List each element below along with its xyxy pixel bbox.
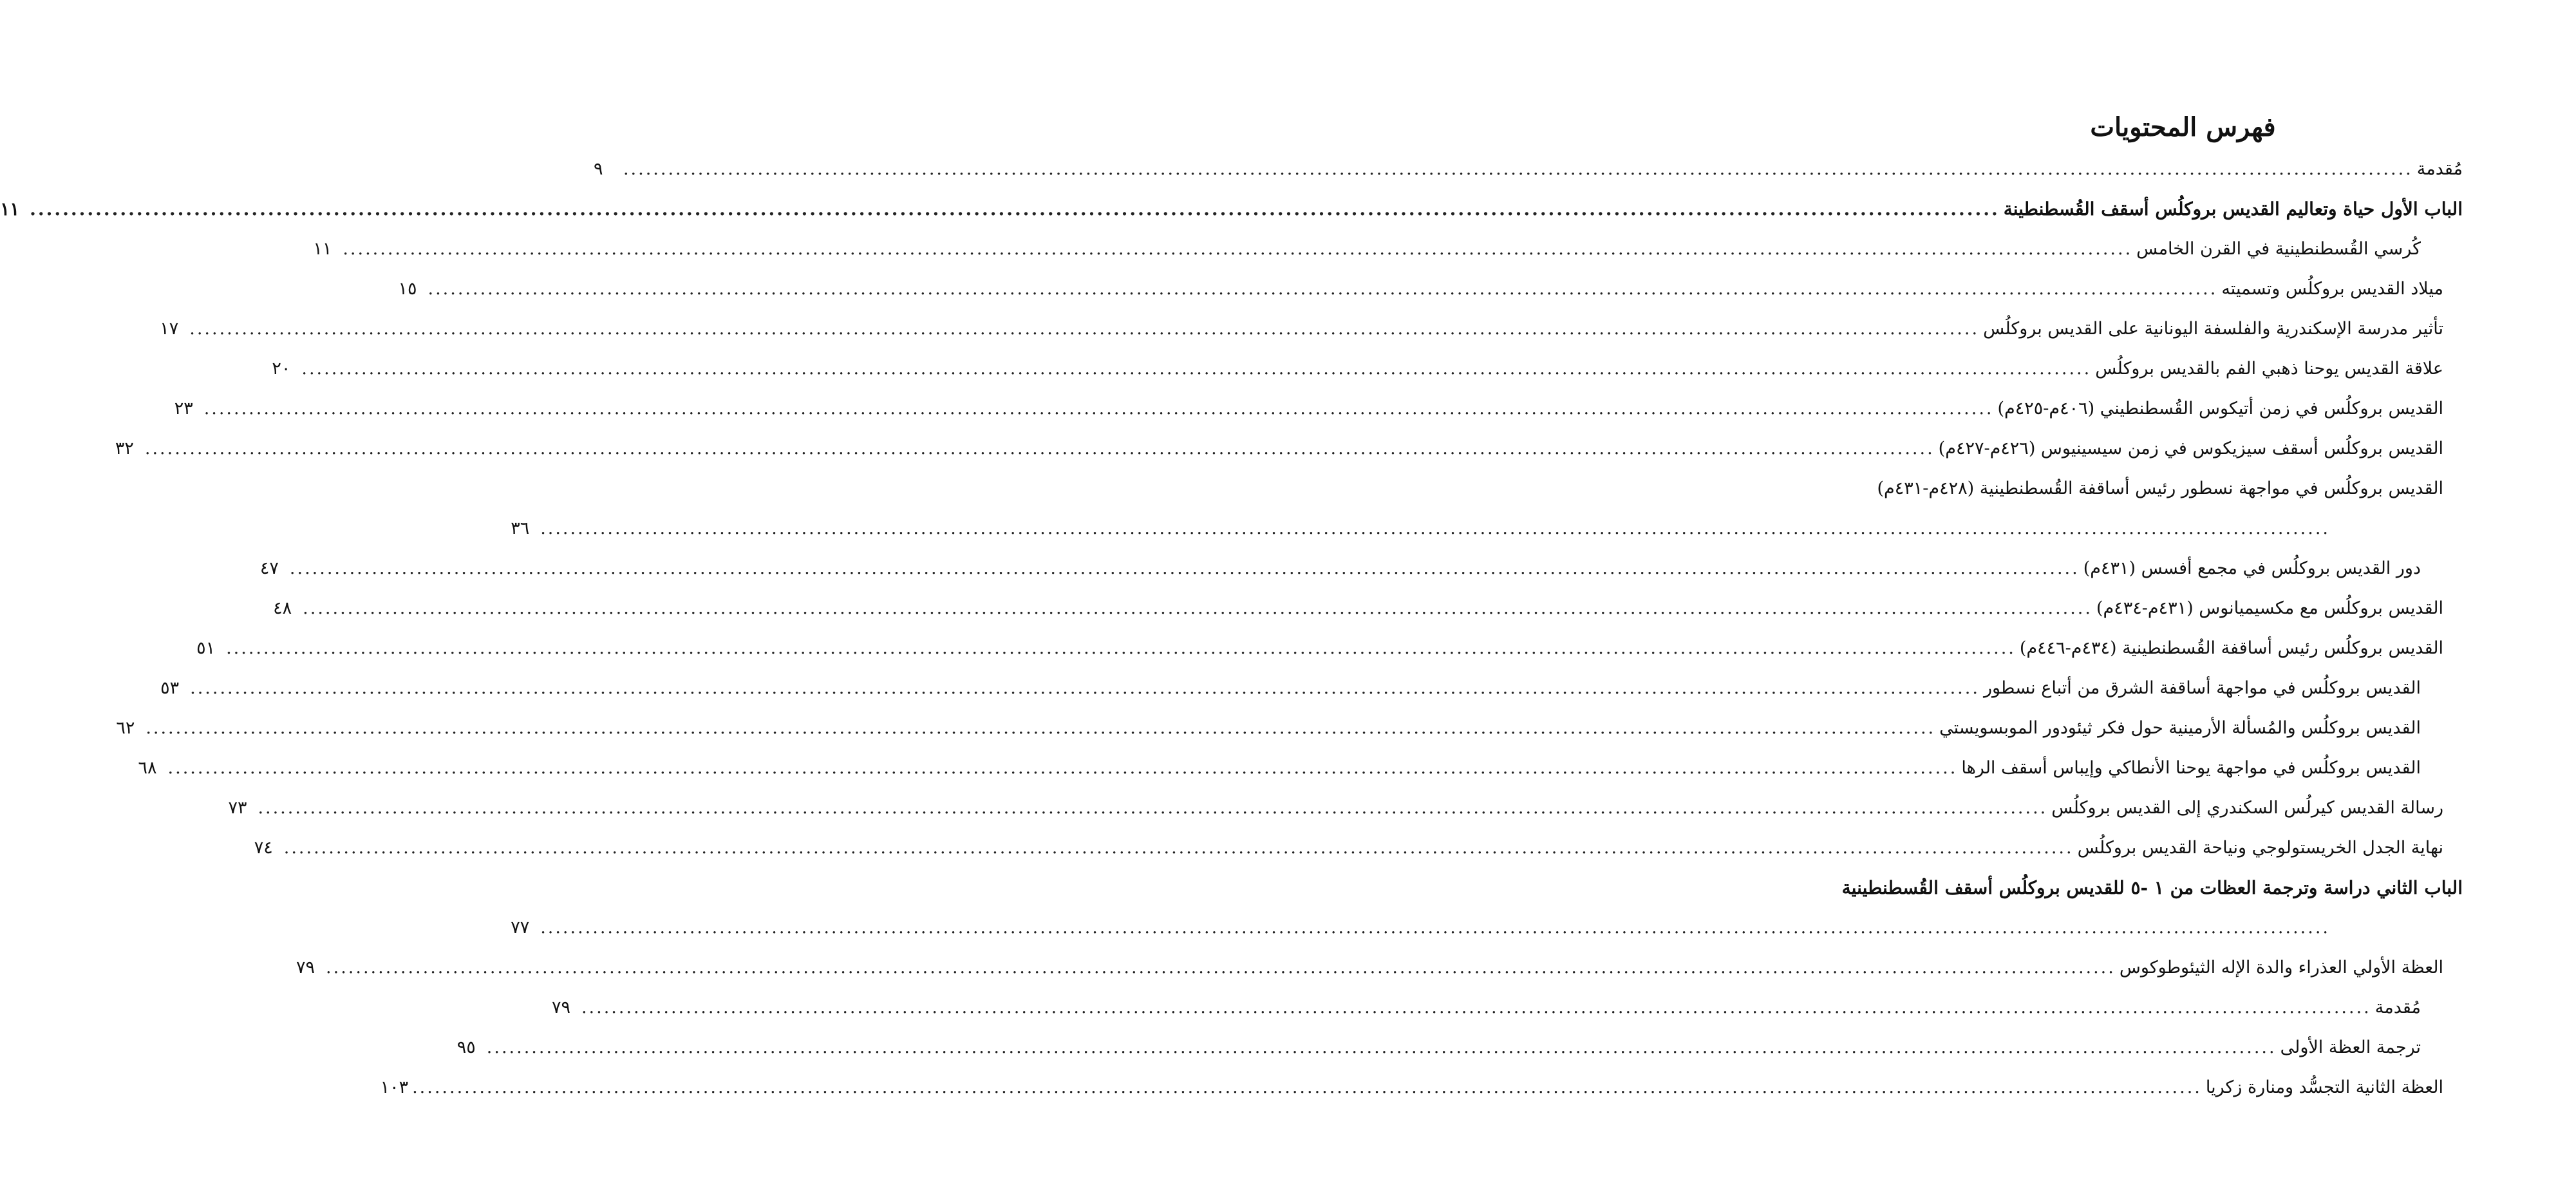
dot-leader [190,668,1980,708]
dot-leader [428,269,2218,309]
toc-entry [116,708,2463,748]
toc-entry [380,1068,2463,1108]
toc-entry-title: القديس بروكلُس في مواجهة أساقفة الشرق من أتباع نسطور [1983,678,2421,698]
toc-entry [174,389,2463,429]
dot-leader [412,1068,2202,1108]
toc-entry-title: العظة الأولي العذراء والدة الإله الثيئوطوكوس [2119,958,2443,978]
toc-entry-title: ميلاد القديس بروكلُس وتسميته [2221,279,2443,299]
toc-entry-continuation [511,509,2463,549]
toc-entry-page: ١٠٣ [380,1077,409,1097]
toc-entry-page: ٣٦ [511,518,530,538]
toc-entry-page: ٦٨ [138,758,157,778]
dot-leader [540,509,2330,549]
dot-leader [284,828,2074,868]
toc-entry-page: ٣٢ [115,439,134,459]
toc-entry [1877,469,2463,509]
dot-leader [343,229,2132,269]
toc-entry-page: ١٥ [398,279,417,299]
toc-entry-title: دور القديس بروكلُس في مجمع أفسس (٤٣١م) [2083,558,2421,578]
toc-entry [259,549,2463,589]
toc-entry [313,229,2463,269]
toc-entry-page: ٤٧ [259,558,279,578]
dot-leader [326,948,2116,988]
toc-entry-title: القديس بروكلُس والمُسألة الأرمينية حول فكر ثيئودور الموبسويستي [1939,718,2421,738]
toc-entry [296,948,2463,988]
dot-leader [30,189,2000,229]
toc-entry-page: ٧٧ [511,918,530,938]
toc-entry [0,189,2463,229]
toc-entry [273,589,2463,629]
toc-entry-page: ٩ [593,159,603,179]
toc-entry-title: علاقة القديس يوحنا ذهبي الفم بالقديس بروكلُس [2095,359,2443,379]
toc-entry-title: القديس بروكلُس مع مكسيميانوس (٤٣١م-٤٣٤م) [2096,598,2443,618]
dot-leader [290,549,2080,589]
toc-entry [160,668,2463,708]
toc-entry [196,629,2463,668]
dot-leader [303,589,2092,629]
toc-entry-title: القديس بروكلُس أسقف سيزيكوس في زمن سيسينيوس (٤٢٦م-٤٢٧م) [1938,439,2443,459]
toc-entry-page: ١١ [0,198,20,220]
toc-entry-title: القديس بروكلُس في زمن أتيكوس القُسطنطيني (٤٠٦م-٤٢٥م) [1997,399,2443,419]
dot-leader [168,748,1958,788]
toc-entry-title: مُقدمة [2374,998,2421,1017]
dot-leader [540,908,2330,948]
dot-leader [226,629,2016,668]
toc-entry-title: الباب الأول حياة وتعاليم القديس بروكلُس أسقف القُسطنطينة [2003,198,2463,220]
dot-leader [623,149,2413,189]
dot-leader [487,1028,2277,1068]
toc-entry [138,748,2463,788]
toc-entry-page: ٥٣ [160,678,180,698]
toc-entry [398,269,2463,309]
dot-leader [145,429,1935,469]
toc-entry-title: القديس بروكلُس في مواجهة نسطور رئيس أساقفة القُسطنطينية (٤٢٨م-٤٣١م) [1877,478,2443,498]
toc-entry-title: رسالة القديس كيرلُس السكندري إلى القديس بروكلُس [2051,798,2443,818]
toc-entry-title: مُقدمة [2416,159,2463,179]
toc-entry-page: ٧٣ [228,798,247,818]
toc-entry-continuation [511,908,2463,948]
toc-entry-title: تأثير مدرسة الإسكندرية والفلسفة اليونانية على القديس بروكلُس [1983,319,2443,339]
page-title: فهرس المحتويات [2090,112,2276,142]
toc-entry-title: ترجمة العظة الأولى [2280,1037,2421,1057]
toc-entry-title: القديس بروكلُس رئيس أساقفة القُسطنطينية (٤٣٤م-٤٤٦م) [2019,638,2443,658]
toc-entry-page: ٥١ [196,638,216,658]
toc-entry-page: ٧٩ [551,998,570,1017]
dot-leader [146,708,1935,748]
toc-entry [228,788,2463,828]
toc-entry-page: ٧٤ [254,838,273,858]
toc-entry-page: ١٧ [160,319,179,339]
toc-entry [115,429,2463,469]
toc-entry-page: ٢٠ [272,359,291,379]
table-of-contents [0,149,2463,1108]
dot-leader [301,349,2091,389]
toc-entry [456,1028,2463,1068]
toc-entry-page: ١١ [313,239,332,259]
toc-entry-page: ٩٥ [456,1037,476,1057]
toc-entry-page: ٢٣ [174,399,193,419]
toc-entry-title: كُرسي القُسطنطينية في القرن الخامس [2136,239,2421,259]
toc-entry-title: القديس بروكلُس في مواجهة يوحنا الأنطاكي وإيباس أسقف الرها [1961,758,2421,778]
toc-entry [593,149,2463,189]
dot-leader [258,788,2047,828]
toc-entry [1841,868,2463,908]
toc-entry-page: ٤٨ [273,598,292,618]
toc-entry-title: العظة الثانية التجسُّد ومنارة زكريا [2205,1077,2443,1097]
toc-entry-title: نهاية الجدل الخريستولوجي ونياحة القديس بروكلُس [2077,838,2443,858]
toc-entry [272,349,2463,389]
dot-leader [204,389,1994,429]
dot-leader [581,988,2371,1028]
toc-entry [254,828,2463,868]
toc-entry-title: الباب الثاني دراسة وترجمة العظات من ١ -٥ للقديس بروكلُس أسقف القُسطنطينية [1841,877,2463,898]
toc-entry [160,309,2463,349]
toc-entry-page: ٧٩ [296,958,315,978]
toc-entry-page: ٦٢ [116,718,135,738]
toc-entry [551,988,2463,1028]
dot-leader [189,309,1979,349]
